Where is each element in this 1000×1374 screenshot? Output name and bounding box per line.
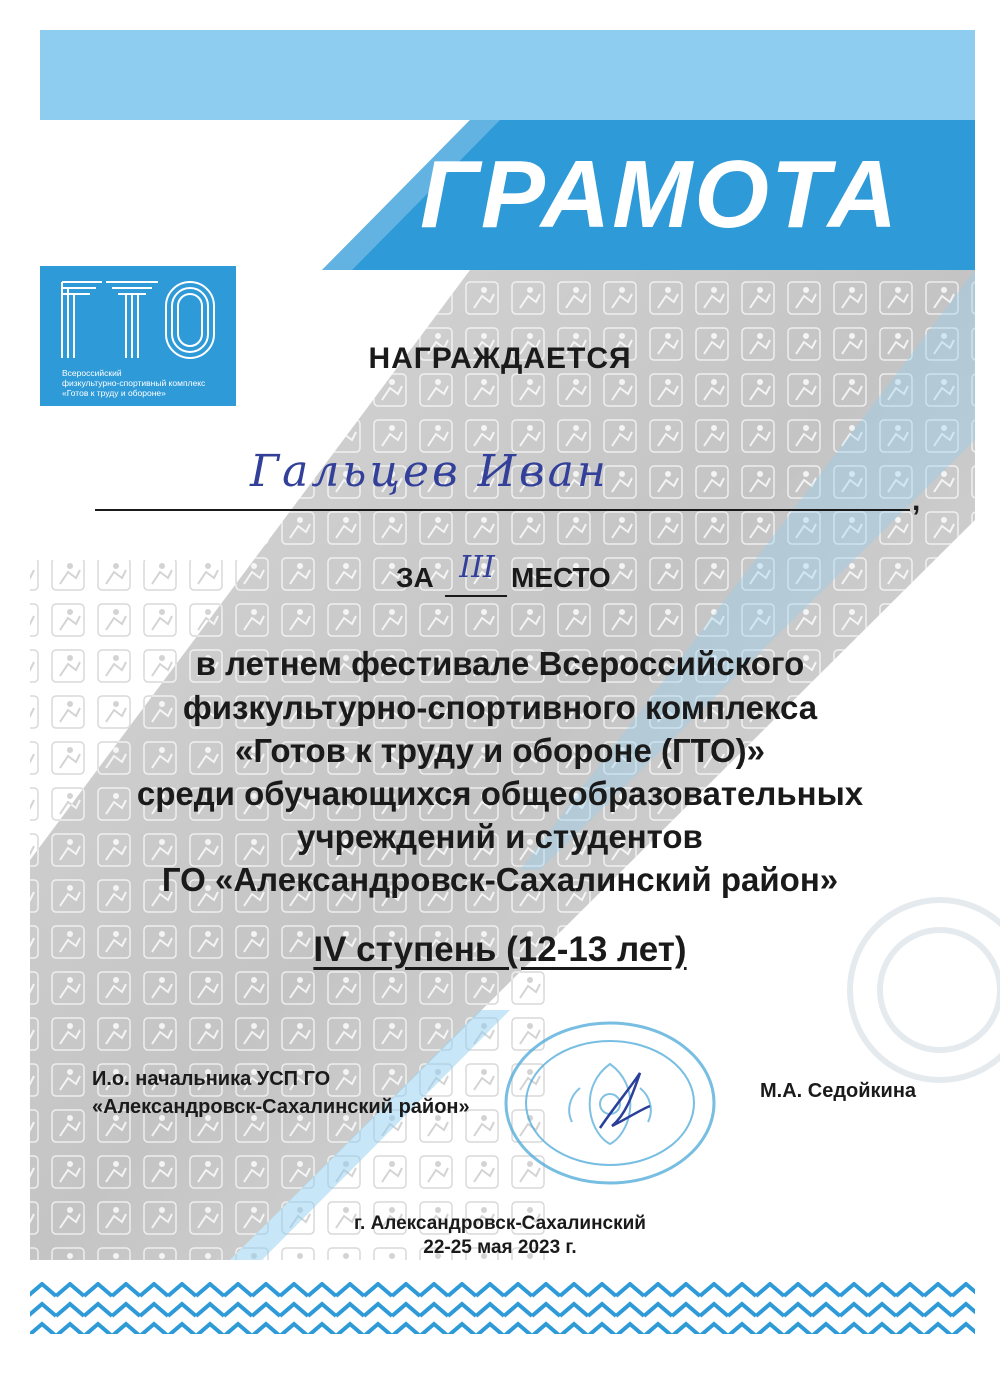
logo-caption-line: «Готов к труду и обороне» [62,388,166,398]
place-suffix: МЕСТО [511,562,611,593]
location-date [0,1212,1000,1260]
date: 22-25 мая 2023 г. [423,1237,577,1258]
logo-caption-line: физкультурно-спортивный комплекс [62,378,206,388]
name-underline [95,509,910,511]
awarded-label: НАГРАЖДАЕТСЯ [368,342,632,375]
place-value-handwritten: III [459,550,495,585]
official-stamp [500,1018,720,1188]
body-line: ГО «Александровск-Сахалинский район» [161,861,839,898]
body-line: «Готов к труду и обороне (ГТО)» [234,732,766,769]
signatory-position-line: «Александровск-Сахалинский район» [92,1096,470,1118]
body-line: среди обучающихся общеобразовательных [136,775,864,812]
age-level: IV ступень (12-13 лет) [313,930,687,969]
body-line: учреждений и студентов [297,818,703,855]
logo-caption-line: Всероссийский [62,368,122,378]
place-underline [445,595,507,597]
location: г. Александровск-Сахалинский [354,1213,646,1234]
certificate-title: ГРАМОТА [420,141,900,248]
signatory-position [92,1065,470,1121]
name-comma: , [912,484,921,517]
place-prefix: ЗА [396,562,434,593]
signatory-name: М.А. Седойкина [760,1080,917,1102]
recipient-name-handwritten: Гальцев Иван [250,446,609,497]
body-line: физкультурно-спортивного комплекса [182,689,818,726]
signatory-position-line: И.о. начальника УСП ГО [92,1068,331,1090]
body-line: в летнем фестивале Всероссийского [195,645,805,682]
